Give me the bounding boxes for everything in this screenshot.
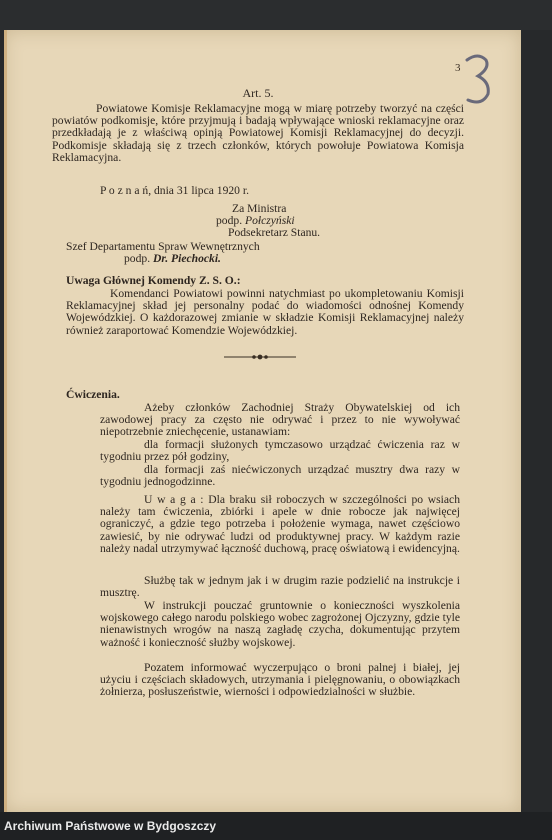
exercises-paragraph-1: Ażeby członków Zachodniej Straży Obywatelskiej od ich zawodowej pracy za często nie odrywać i przez to nie wywoływać niepotrzebnie zniechęcenie, ustanawiam: xyxy=(100,401,460,439)
place-date: P o z n a ń, dnia 31 lipca 1920 r. xyxy=(100,184,249,197)
pencil-page-number xyxy=(462,52,492,108)
signature-1-line-3: Podsekretarz Stanu. xyxy=(228,226,321,239)
exercises-paragraph-7: Pozatem informować wyczerpująco o broni palnej i białej, jej użyciu i częściach składowych, utrzymania i pielęgnowaniu, o obowiązkach żołnierza, posłuszeństwie, wierności i odpowiedzialności w służbie. xyxy=(100,661,460,699)
exercises-heading: Ćwiczenia. xyxy=(66,388,120,401)
page-number: 3 xyxy=(455,62,461,74)
signature-2-line-2 xyxy=(124,252,221,265)
exercises-paragraph-2: dla formacji służonych tymczasowo urządzać ćwiczenia raz w tygodniu przez pół godziny, xyxy=(100,438,460,464)
article-paragraph: Powiatowe Komisje Reklamacyjne mogą w miarę potrzeby tworzyć na części powiatów podkomisje, które przyjmują i badają wpływające wnioski reklamacyjne oraz przedkładają je z właściwą opinją Powiatowej Komisji Reklamacyjnej do decyzji. Podkomisje składają się z trzech członków, których powołuje Powiatowa Komisja Reklamacyjna. xyxy=(52,102,464,164)
note-heading: Uwaga Głównej Komendy Z. S. O.: xyxy=(66,274,241,287)
exercises-paragraph-6: W instrukcji pouczać gruntownie o konieczności wyszkolenia wojskowego całego narodu polskiego wobec zagrożonej Ojczyzny, gdzie tyle nienawistnych wrogów na naszą zagładę czycha, dokumentując przytem ważność i konieczność służby wojskowej. xyxy=(100,599,460,649)
signature-name: Połczyński xyxy=(245,214,295,227)
note-paragraph: Komendanci Powiatowi powinni natychmiast po ukompletowaniu Komisji Reklamacyjnej skład jej personalny podać do wiadomości odnośnej Komendy Wojewódzkiej. O każdorazowej zmianie w składzie Komisji Reklamacyjnej należy również zaraportować Komendzie Wojewódzkiej. xyxy=(66,287,464,337)
signature-prefix: podp. xyxy=(216,214,243,227)
article-heading: Art. 5. xyxy=(242,86,274,100)
exercises-paragraph-3: dla formacji zaś niećwiczonych urządzać musztry dwa razy w tygodniu jednogodzinne. xyxy=(100,463,460,489)
archive-name: Archiwum Państwowe w Bydgoszczy xyxy=(4,819,217,833)
signature-1-line-1: Za Ministra xyxy=(232,202,287,215)
exercises-paragraph-4: U w a g a : Dla braku sił roboczych w szczególności po wsiach należy tam ćwiczenia, zbiórki i apele w dnie robocze jak najwięcej ograniczyć, a gdzie tego potrzeba i położenie wymaga, nawet częściowo zawiesić, by nie odrywać ludzi od produktywnej pracy. W każdym razie należy nadal utrzymywać łączność duchową, pracę oświatową i ewidencyjną. xyxy=(100,493,460,555)
scan-background-top xyxy=(0,0,552,30)
exercises-paragraph-5: Służbę tak w jednym jak i w drugim razie podzielić na instrukcje i musztrę. xyxy=(100,574,460,600)
separator-ornament xyxy=(224,353,296,361)
page-edge xyxy=(4,30,7,812)
signature-prefix: podp. xyxy=(124,252,151,265)
signature-2-line-1: Szef Departamentu Spraw Wewnętrznych xyxy=(66,240,260,253)
signature-name: Dr. Piechocki. xyxy=(153,252,221,265)
